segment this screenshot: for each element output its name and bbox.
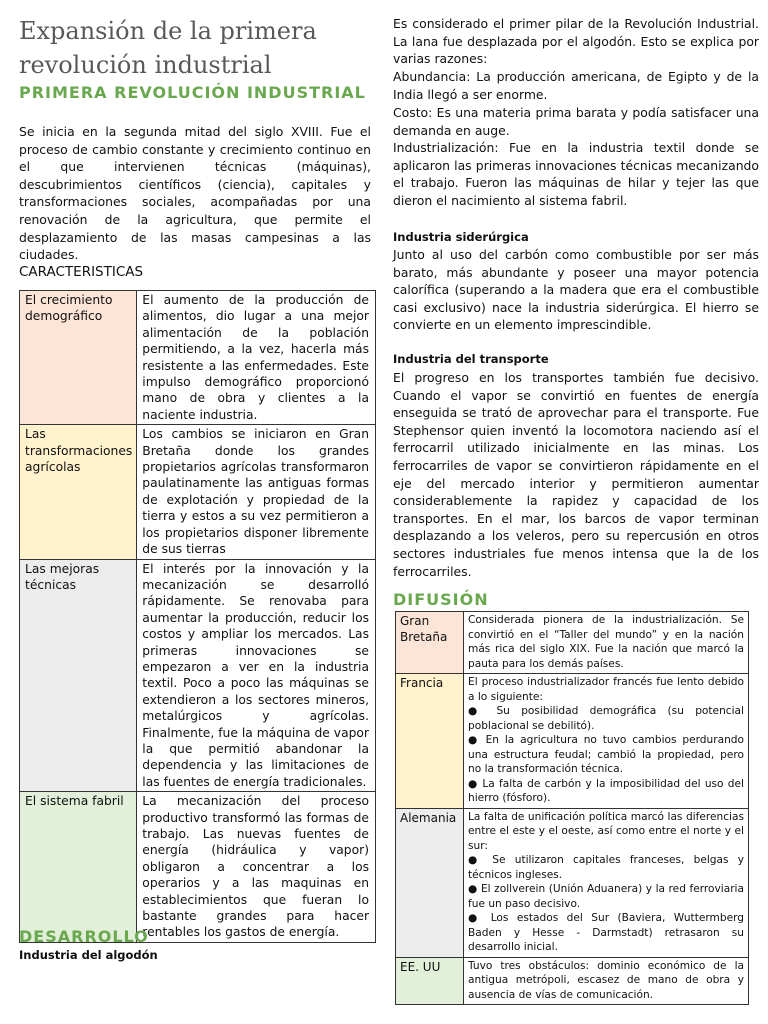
algodon-paragraph-costo: Costo: Es una materia prima barata y podía satisfacer una demanda en auge. xyxy=(393,105,759,138)
heading-desarrollo: DESARROLLO xyxy=(19,927,149,946)
page-title: Expansión de la primera revolución industrial xyxy=(19,17,317,79)
siderurgica-paragraph: Junto al uso del carbón como combustible por ser más barato, más abundante y poseer una mayor potencia calorífica (superando a la madera que era el combustible casi exclusivo) nace la industria siderúrgica. El hierro se convierte en un elemento imprescindible. xyxy=(393,247,759,333)
subheading-siderurgica: Industria siderúrgica xyxy=(393,230,529,244)
row-text: El interés por la innovación y la mecanización se desarrolló rápidamente. Se renovaba para aumentar la producción, reducir los costos y ampliar los mercados. Las primeras innovaciones se empezaron a ver en la industria textil. Poco a poco las máquinas se extendieron a los sectores mineros, metalúrgicos y agrícolas. Finalmente, fue la máquina de vapor la que permitió abandonar la dependencia y las limitaciones de las fuentes de energía tradicionales. xyxy=(137,559,376,792)
row-text: El aumento de la producción de alimentos, dio lugar a una mejor alimentación de la población permitiendo, a la vez, hacerla más resistente a las enfermedades. Este impulso demográfico proporcionó mano de obra y clientes a la naciente industria. xyxy=(137,291,376,425)
intro-paragraph: Se inicia en la segunda mitad del siglo XVIII. Fue el proceso de cambio constante y crecimiento continuo en el que intervienen técnicas (máquinas), descubrimientos científicos (ciencia), capitales y transformaciones sociales, acompañadas por una renovación de la agricultura, que permite el desplazamiento de las masas campesinas a las ciudades. xyxy=(19,124,371,263)
germany-bullet: ● El zollverein (Unión Aduanera) y la red ferroviaria fue un paso decisivo. xyxy=(468,883,744,910)
row-text: La mecanización del proceso productivo transformó las formas de trabajo. Las nuevas fuentes de energía (hidráulica y vapor) obligaron a concentrar a los operarios y a las maquinas en establecimientos que fueran lo bastante grandes para hacer rentables los gastos de energía. xyxy=(137,792,376,943)
difusion-table xyxy=(395,611,749,1005)
table-row xyxy=(396,957,749,1005)
france-intro: El proceso industrializador francés fue lento debido a lo siguiente: xyxy=(468,676,744,703)
country-label: Gran Bretaña xyxy=(396,612,464,674)
row-label: Las mejoras técnicas xyxy=(20,559,137,792)
table-row xyxy=(20,792,376,943)
germany-bullet: ● Se utilizaron capitales franceses, belgas y técnicos ingleses. xyxy=(468,854,744,881)
france-bullet: ● La falta de carbón y la imposibilidad del uso del hierro (fósforo). xyxy=(468,777,744,804)
country-text xyxy=(464,808,749,957)
row-label: Las transformaciones agrícolas xyxy=(20,425,137,559)
country-label: Francia xyxy=(396,674,464,809)
table-row xyxy=(20,291,376,425)
row-text: Los cambios se iniciaron en Gran Bretaña donde los grandes propietarios agrícolas transformaron paulatinamente las antiguas formas de explotación y propiedad de la tierra y estos a su vez permitieron a los propietarios disponer libremente de sus tierras xyxy=(137,425,376,559)
row-label: El sistema fabril xyxy=(20,792,137,943)
heading-primera-revolucion: PRIMERA REVOLUCIÓN INDUSTRIAL xyxy=(19,83,366,102)
heading-difusion: DIFUSIÓN xyxy=(393,590,489,609)
table-row xyxy=(396,808,749,957)
subheading-transporte: Industria del transporte xyxy=(393,352,549,366)
transporte-paragraph: El progreso en los transportes también fue decisivo. Cuando el vapor se convirtió en fuentes de energía enseguida se trató de aprovechar para el transporte. Fue Stephensor quien inventó la locomotora naciendo así el ferrocarril utilizado inicialmente en las minas. Los ferrocarriles de vapor se convirtieron rápidamente en el eje del mercado interior y permitieron aumentar considerablemente la rapidez y capacidad de los transportes. En el mar, los barcos de vapor terminan desplazando a los veleros, pero su repercusión en otros sectores industriales fue menos intensa que la de los ferrocarriles. xyxy=(393,370,759,579)
france-bullet: ● Su posibilidad demográfica (su potencial poblacional se debilitó). xyxy=(468,705,744,732)
table-row xyxy=(20,559,376,792)
france-bullet: ● En la agricultura no tuvo cambios perdurando una estructura feudal; cambió la propiedad, pero no la transformación técnica. xyxy=(468,734,744,775)
germany-bullet: ● Los estados del Sur (Baviera, Wuttermberg Baden y Hesse - Darmstadt) retrasaron su desarrollo inicial. xyxy=(468,912,744,953)
table-row xyxy=(396,674,749,809)
germany-intro: La falta de unificación política marcó las diferencias entre el este y el oeste, así como entre el norte y el sur: xyxy=(468,810,744,852)
algodon-paragraph-abundancia: Abundancia: La producción americana, de Egipto y de la India llegó a ser enorme. xyxy=(393,69,759,102)
country-text: Tuvo tres obstáculos: dominio económico de la antigua metrópoli, escasez de mano de obra y ausencia de vías de comunicación. xyxy=(464,957,749,1005)
country-text xyxy=(464,674,749,809)
algodon-paragraph-1: Es considerado el primer pilar de la Revolución Industrial. La lana fue desplazada por el algodón. Esto se explica por varias razones: xyxy=(393,16,759,67)
country-label: Alemania xyxy=(396,808,464,957)
country-label: EE. UU xyxy=(396,957,464,1005)
country-text: Considerada pionera de la industrialización. Se convirtió en el “Taller del mundo” y en la nación más rica del siglo XIX. Fue la nación que marcó la pauta para los demás países. xyxy=(464,612,749,674)
table-row xyxy=(396,612,749,674)
algodon-paragraph-industrializacion: Industrialización: Fue en la industria textil donde se aplicaron las primeras innovaciones técnicas mecanizando el trabajo. Fueron las máquinas de hilar y tejer las que dieron el nacimiento al sistema fabril. xyxy=(393,140,759,208)
caracteristicas-heading: CARACTERISTICAS xyxy=(19,264,144,280)
table-row xyxy=(20,425,376,559)
caracteristicas-table xyxy=(19,290,376,943)
subheading-algodon: Industria del algodón xyxy=(19,948,158,962)
row-label: El crecimiento demográfico xyxy=(20,291,137,425)
